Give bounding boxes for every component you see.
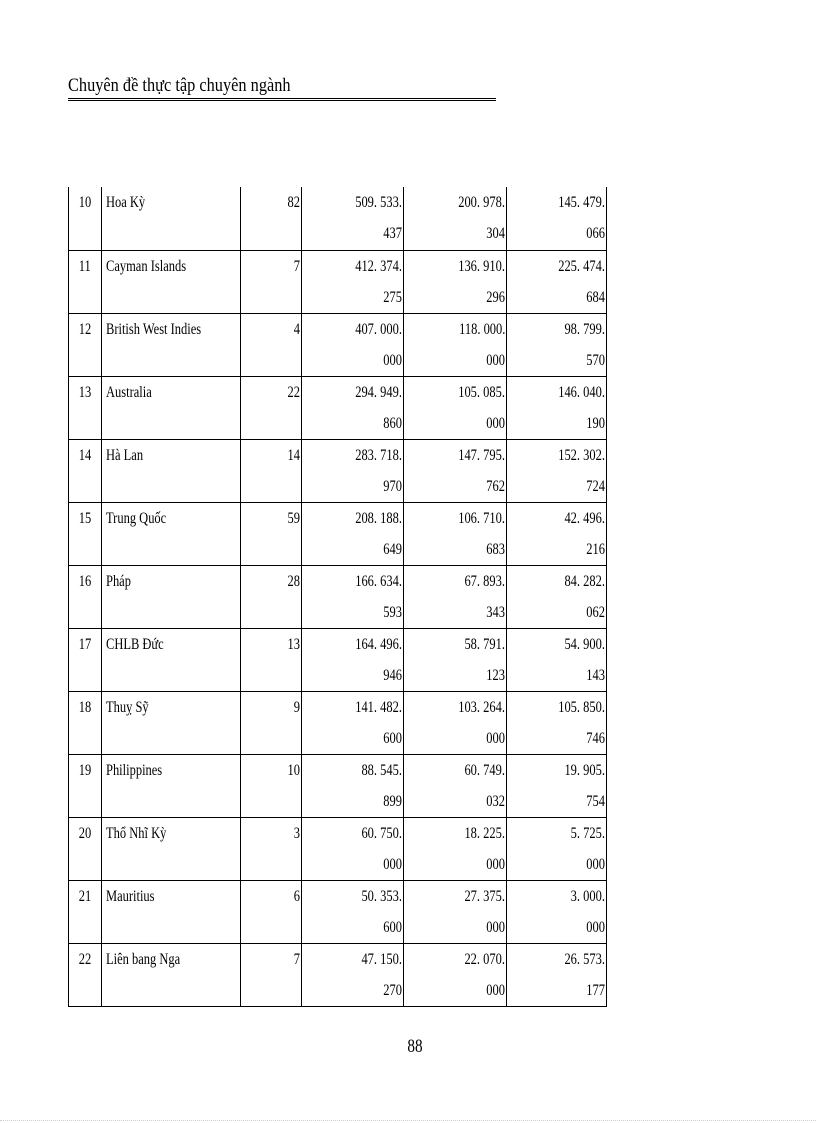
- value-1-line-1: 283. 718.: [355, 446, 402, 464]
- row-number: 13: [78, 383, 91, 401]
- cell-projects: [241, 691, 302, 754]
- value-1-line-1: 60. 750.: [361, 824, 402, 842]
- cell-value-3: [507, 691, 607, 754]
- table-row: [69, 880, 607, 943]
- country-name: British West Indies: [106, 320, 202, 338]
- value-2-line-1: 136. 910.: [458, 257, 505, 275]
- row-number: 19: [78, 761, 91, 779]
- row-number: 14: [78, 446, 91, 464]
- table-row: [69, 502, 607, 565]
- cell-value-3: [507, 502, 607, 565]
- cell-no: [69, 502, 102, 565]
- cell-country: [102, 439, 241, 502]
- value-2-line-1: 105. 085.: [458, 383, 505, 401]
- cell-value-1: [302, 502, 404, 565]
- cell-value-3: [507, 439, 607, 502]
- country-name: Trung Quốc: [106, 509, 167, 527]
- project-count: 7: [293, 950, 300, 968]
- value-1-line-1: 208. 188.: [355, 509, 402, 527]
- cell-projects: [241, 943, 302, 1006]
- cell-value-3: [507, 187, 607, 250]
- value-3-line-1: 5. 725.: [570, 824, 605, 842]
- value-2-line-1: 106. 710.: [458, 509, 505, 527]
- cell-value-2: [404, 628, 507, 691]
- value-2-line-2: 000: [486, 981, 505, 999]
- cell-value-1: [302, 817, 404, 880]
- table-row: [69, 565, 607, 628]
- cell-value-1: [302, 754, 404, 817]
- value-3-line-2: 724: [586, 477, 605, 495]
- cell-country: [102, 250, 241, 313]
- value-1-line-1: 164. 496.: [355, 635, 402, 653]
- cell-value-2: [404, 691, 507, 754]
- value-3-line-2: 066: [586, 225, 605, 242]
- project-count: 14: [287, 446, 300, 464]
- value-1-line-2: 275: [383, 288, 402, 306]
- value-1-line-1: 88. 545.: [361, 761, 402, 779]
- value-2-line-2: 000: [486, 351, 505, 369]
- value-3-line-2: 143: [586, 666, 605, 684]
- row-number: 18: [78, 698, 91, 716]
- value-1-line-2: 270: [383, 981, 402, 999]
- value-1-line-2: 593: [383, 603, 402, 621]
- cell-no: [69, 691, 102, 754]
- cell-value-3: [507, 565, 607, 628]
- cell-value-2: [404, 817, 507, 880]
- country-name: Mauritius: [106, 887, 155, 905]
- cell-value-3: [507, 376, 607, 439]
- fdi-by-country-table: [68, 187, 607, 1007]
- value-1-line-2: 970: [383, 477, 402, 495]
- project-count: 4: [293, 320, 300, 338]
- cell-projects: [241, 565, 302, 628]
- cell-value-1: [302, 565, 404, 628]
- cell-value-2: [404, 439, 507, 502]
- cell-projects: [241, 502, 302, 565]
- table-row: [69, 250, 607, 313]
- country-name: Philippines: [106, 761, 163, 779]
- value-2-line-2: 000: [486, 855, 505, 873]
- project-count: 28: [287, 572, 300, 590]
- cell-value-2: [404, 880, 507, 943]
- value-1-line-1: 412. 374.: [355, 257, 402, 275]
- table-body: [69, 187, 607, 1006]
- cell-country: [102, 313, 241, 376]
- value-3-line-2: 000: [586, 855, 605, 873]
- cell-projects: [241, 187, 302, 250]
- value-2-line-2: 000: [486, 918, 505, 936]
- cell-no: [69, 565, 102, 628]
- value-3-line-1: 19. 905.: [564, 761, 605, 779]
- cell-no: [69, 439, 102, 502]
- value-2-line-1: 60. 749.: [464, 761, 505, 779]
- table-row: [69, 439, 607, 502]
- value-3-line-2: 754: [586, 792, 605, 810]
- row-number: 17: [78, 635, 91, 653]
- cell-no: [69, 313, 102, 376]
- cell-country: [102, 880, 241, 943]
- value-3-line-1: 42. 496.: [564, 509, 605, 527]
- cell-value-3: [507, 817, 607, 880]
- cell-no: [69, 817, 102, 880]
- cell-value-2: [404, 754, 507, 817]
- country-name: Thuỵ Sỹ: [106, 698, 149, 716]
- row-number: 15: [78, 509, 91, 527]
- value-1-line-2: 000: [383, 351, 402, 369]
- row-number: 12: [78, 320, 91, 338]
- cell-country: [102, 376, 241, 439]
- cell-no: [69, 187, 102, 250]
- value-1-line-1: 47. 150.: [361, 950, 402, 968]
- cell-projects: [241, 754, 302, 817]
- table-row: [69, 376, 607, 439]
- value-2-line-2: 000: [486, 729, 505, 747]
- value-3-line-2: 177: [586, 981, 605, 999]
- project-count: 13: [287, 635, 300, 653]
- value-2-line-2: 304: [486, 225, 505, 242]
- cell-value-3: [507, 313, 607, 376]
- value-3-line-2: 000: [586, 918, 605, 936]
- value-2-line-1: 200. 978.: [458, 194, 505, 211]
- country-name: Pháp: [106, 572, 131, 590]
- table-row: [69, 691, 607, 754]
- value-3-line-1: 146. 040.: [558, 383, 605, 401]
- value-2-line-1: 58. 791.: [464, 635, 505, 653]
- value-1-line-2: 437: [383, 225, 402, 242]
- value-3-line-1: 225. 474.: [558, 257, 605, 275]
- cell-country: [102, 943, 241, 1006]
- project-count: 3: [293, 824, 300, 842]
- value-1-line-2: 860: [383, 414, 402, 432]
- value-1-line-2: 649: [383, 540, 402, 558]
- cell-country: [102, 502, 241, 565]
- value-2-line-1: 103. 264.: [458, 698, 505, 716]
- value-3-line-1: 84. 282.: [564, 572, 605, 590]
- cell-value-2: [404, 250, 507, 313]
- cell-value-3: [507, 880, 607, 943]
- table-row: [69, 628, 607, 691]
- value-3-line-1: 145. 479.: [558, 194, 605, 211]
- cell-projects: [241, 628, 302, 691]
- value-3-line-1: 54. 900.: [564, 635, 605, 653]
- cell-no: [69, 376, 102, 439]
- value-2-line-1: 118. 000.: [458, 320, 505, 338]
- cell-value-1: [302, 628, 404, 691]
- value-2-line-2: 683: [486, 540, 505, 558]
- country-name: Liên bang Nga: [106, 950, 181, 968]
- project-count: 22: [287, 383, 300, 401]
- cell-value-2: [404, 187, 507, 250]
- value-1-line-2: 946: [383, 666, 402, 684]
- table-row: [69, 313, 607, 376]
- value-2-line-2: 000: [486, 414, 505, 432]
- country-name: Hà Lan: [106, 446, 144, 464]
- value-1-line-1: 166. 634.: [355, 572, 402, 590]
- project-count: 7: [293, 257, 300, 275]
- value-1-line-1: 294. 949.: [355, 383, 402, 401]
- value-1-line-2: 600: [383, 729, 402, 747]
- value-3-line-2: 746: [586, 729, 605, 747]
- project-count: 9: [293, 698, 300, 716]
- cell-value-1: [302, 691, 404, 754]
- value-1-line-1: 141. 482.: [355, 698, 402, 716]
- country-name: Hoa Kỳ: [106, 194, 146, 211]
- row-number: 16: [78, 572, 91, 590]
- cell-projects: [241, 313, 302, 376]
- cell-projects: [241, 376, 302, 439]
- cell-value-3: [507, 754, 607, 817]
- cell-no: [69, 880, 102, 943]
- row-number: 21: [78, 887, 91, 905]
- value-3-line-1: 105. 850.: [558, 698, 605, 716]
- cell-country: [102, 817, 241, 880]
- value-3-line-1: 98. 799.: [564, 320, 605, 338]
- value-2-line-1: 147. 795.: [458, 446, 505, 464]
- cell-value-1: [302, 187, 404, 250]
- document-header-title: Chuyên đề thực tập chuyên ngành: [68, 75, 291, 96]
- value-1-line-2: 899: [383, 792, 402, 810]
- cell-value-1: [302, 250, 404, 313]
- project-count: 10: [287, 761, 300, 779]
- project-count: 82: [287, 194, 300, 211]
- cell-value-1: [302, 439, 404, 502]
- cell-no: [69, 943, 102, 1006]
- value-1-line-2: 000: [383, 855, 402, 873]
- country-name: Cayman Islands: [106, 257, 187, 275]
- cell-value-1: [302, 943, 404, 1006]
- row-number: 20: [78, 824, 91, 842]
- row-number: 11: [78, 257, 91, 275]
- value-2-line-1: 27. 375.: [464, 887, 505, 905]
- value-2-line-2: 343: [486, 603, 505, 621]
- cell-value-2: [404, 313, 507, 376]
- cell-value-2: [404, 565, 507, 628]
- cell-projects: [241, 439, 302, 502]
- value-3-line-1: 3. 000.: [570, 887, 605, 905]
- value-3-line-2: 062: [586, 603, 605, 621]
- cell-projects: [241, 250, 302, 313]
- project-count: 59: [287, 509, 300, 527]
- value-1-line-2: 600: [383, 918, 402, 936]
- cell-value-1: [302, 313, 404, 376]
- value-2-line-2: 762: [486, 477, 505, 495]
- cell-country: [102, 565, 241, 628]
- cell-value-3: [507, 628, 607, 691]
- table-row: [69, 943, 607, 1006]
- cell-no: [69, 250, 102, 313]
- value-3-line-2: 216: [586, 540, 605, 558]
- page-bottom-dotted-line: [0, 1120, 816, 1121]
- value-2-line-2: 032: [486, 792, 505, 810]
- cell-value-1: [302, 376, 404, 439]
- cell-value-2: [404, 943, 507, 1006]
- header-double-rule: [68, 98, 496, 101]
- value-2-line-1: 18. 225.: [464, 824, 505, 842]
- value-3-line-2: 570: [586, 351, 605, 369]
- value-3-line-2: 684: [586, 288, 605, 306]
- cell-value-3: [507, 250, 607, 313]
- country-name: Australia: [106, 383, 152, 401]
- table-row: [69, 754, 607, 817]
- cell-projects: [241, 817, 302, 880]
- value-3-line-2: 190: [586, 414, 605, 432]
- table-row: [69, 187, 607, 250]
- value-2-line-1: 67. 893.: [464, 572, 505, 590]
- cell-country: [102, 754, 241, 817]
- cell-no: [69, 754, 102, 817]
- value-2-line-2: 296: [486, 288, 505, 306]
- value-2-line-2: 123: [486, 666, 505, 684]
- page-number: 88: [407, 1036, 423, 1057]
- country-name: Thổ Nhĩ Kỳ: [106, 824, 167, 842]
- country-name: CHLB Đức: [106, 635, 164, 653]
- cell-country: [102, 628, 241, 691]
- value-2-line-1: 22. 070.: [464, 950, 505, 968]
- cell-value-2: [404, 502, 507, 565]
- value-3-line-1: 152. 302.: [558, 446, 605, 464]
- cell-value-3: [507, 943, 607, 1006]
- cell-projects: [241, 880, 302, 943]
- table-row: [69, 817, 607, 880]
- project-count: 6: [293, 887, 300, 905]
- value-1-line-1: 50. 353.: [361, 887, 402, 905]
- cell-country: [102, 187, 241, 250]
- cell-no: [69, 628, 102, 691]
- cell-value-2: [404, 376, 507, 439]
- cell-value-1: [302, 880, 404, 943]
- value-1-line-1: 407. 000.: [355, 320, 402, 338]
- row-number: 10: [78, 194, 91, 211]
- cell-country: [102, 691, 241, 754]
- value-3-line-1: 26. 573.: [564, 950, 605, 968]
- row-number: 22: [78, 950, 91, 968]
- value-1-line-1: 509. 533.: [355, 194, 402, 211]
